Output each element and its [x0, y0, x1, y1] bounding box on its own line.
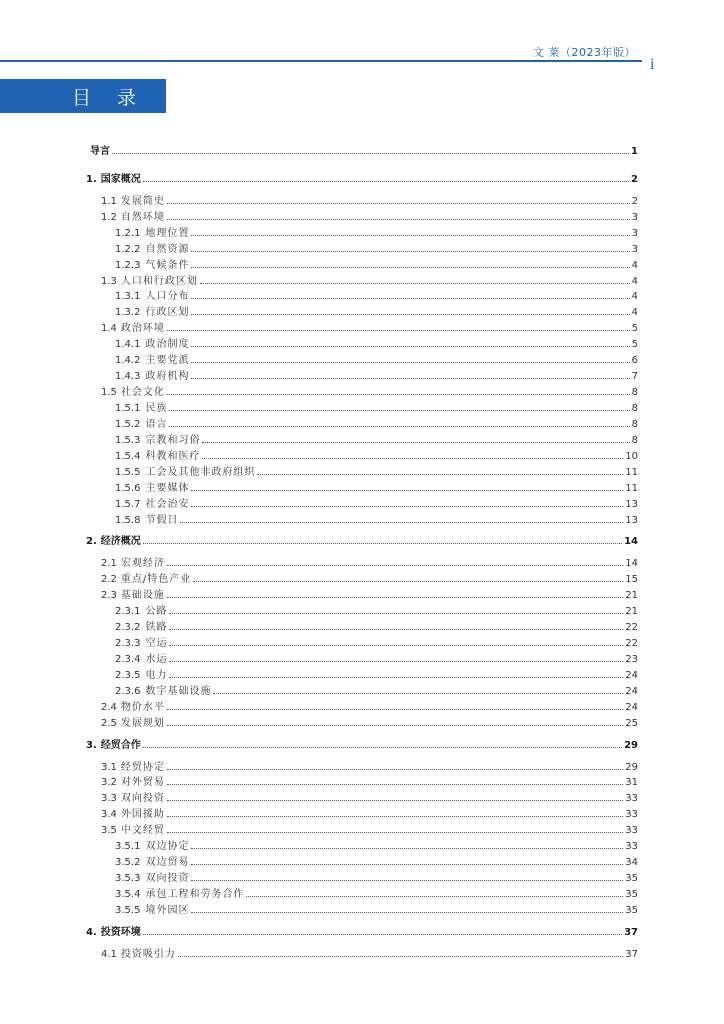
toc-entry-page: 33 — [625, 809, 638, 821]
toc-entry-label: 投资吸引力 — [120, 948, 176, 960]
toc-entry-label: 投资环境 — [100, 926, 141, 938]
toc-leader-dots — [143, 747, 622, 748]
toc-entry-number: 2.3 — [101, 590, 117, 602]
toc-entry[interactable] — [86, 772, 638, 788]
toc-entry-label: 经贸协定 — [120, 761, 165, 773]
toc-entry-page: 23 — [625, 653, 638, 665]
toc-entry-label: 行政区划 — [145, 307, 190, 319]
toc-entry-page: 14 — [624, 536, 638, 548]
toc-leader-dots — [213, 693, 623, 694]
toc-entry-label: 人口和行政区划 — [120, 275, 198, 287]
toc-entry[interactable] — [86, 681, 638, 697]
toc-entry[interactable] — [86, 366, 638, 382]
toc-entry-label: 主要党派 — [145, 355, 190, 367]
toc-leader-dots — [167, 784, 623, 785]
toc-entry-number: 3.3 — [101, 793, 117, 805]
toc-entry-number: 2.3.1 — [115, 606, 141, 618]
toc-entry-number: 3.5.4 — [115, 888, 141, 900]
toc-entry[interactable] — [86, 633, 638, 649]
toc-leader-dots — [167, 394, 630, 395]
toc-entry-label: 数字基础设施 — [145, 685, 212, 697]
toc-entry[interactable] — [86, 430, 638, 446]
toc-leader-dots — [169, 645, 623, 646]
toc-entry-label: 双边协定 — [145, 841, 190, 853]
toc-entry-page: 2 — [631, 173, 638, 185]
toc-entry[interactable] — [86, 601, 638, 617]
toc-leader-dots — [143, 181, 629, 182]
toc-entry[interactable] — [86, 510, 638, 526]
toc-entry-number: 1.5 — [101, 387, 117, 398]
toc-entry[interactable] — [86, 944, 638, 960]
toc-entry[interactable] — [86, 446, 638, 462]
toc-entry[interactable] — [86, 350, 638, 366]
toc-entry-number: 1.5.6 — [115, 482, 141, 494]
toc-entry[interactable] — [86, 271, 638, 287]
toc-entry-page: 24 — [625, 685, 638, 697]
toc-entry-number: 2.3.5 — [115, 669, 141, 681]
toc-entry[interactable] — [86, 414, 638, 430]
toc-entry-number: 1.5.3 — [115, 434, 141, 446]
toc-leader-dots — [167, 565, 623, 566]
toc-leader-dots — [191, 490, 623, 491]
toc-leader-dots — [191, 362, 629, 363]
toc-entry[interactable] — [86, 804, 638, 820]
toc-leader-dots — [180, 522, 623, 523]
toc-entry-page: 1 — [631, 146, 638, 157]
toc-entry-number: 2.1 — [101, 558, 117, 570]
toc-entry-number: 3.5.2 — [115, 857, 141, 869]
toc-entry[interactable] — [86, 239, 638, 255]
toc-entry-page: 11 — [625, 466, 638, 478]
toc-entry-page: 3 — [631, 211, 638, 223]
toc-entry[interactable] — [86, 207, 638, 223]
toc-entry-page: 33 — [625, 841, 638, 853]
toc-leader-dots — [169, 426, 629, 427]
toc-leader-dots — [167, 816, 623, 817]
toc-entry-number: 3. — [86, 739, 97, 751]
toc-entry[interactable] — [86, 462, 638, 478]
toc-entry-page: 5 — [631, 339, 638, 351]
toc-entry-page: 8 — [631, 387, 638, 398]
toc-entry[interactable] — [86, 852, 638, 868]
toc-entry-label: 外国援助 — [120, 809, 165, 821]
toc-entry-page: 3 — [631, 227, 638, 239]
toc-entry-number: 1.2.2 — [115, 243, 141, 255]
toc-entry-page: 29 — [625, 761, 638, 773]
toc-entry-page: 4 — [631, 291, 638, 303]
toc-entry-label: 发展简史 — [120, 195, 165, 207]
toc-entry-page: 15 — [625, 574, 638, 586]
toc-entry[interactable] — [86, 286, 638, 302]
toc-entry-number: 2.5 — [101, 717, 117, 729]
toc-entry[interactable] — [86, 665, 638, 681]
header-rule — [0, 60, 642, 62]
toc-entry-label: 双向投资 — [120, 793, 165, 805]
toc-entry-page: 4 — [631, 259, 638, 271]
toc-entry-page: 4 — [631, 307, 638, 319]
toc-leader-dots — [167, 203, 630, 204]
toc-entry-number: 1.5.4 — [115, 450, 141, 462]
toc-entry-label: 铁路 — [145, 622, 168, 633]
toc-entry-page: 7 — [631, 371, 638, 383]
toc-entry-page: 8 — [631, 403, 638, 414]
toc-entry[interactable] — [86, 169, 638, 185]
toc-entry[interactable] — [86, 478, 638, 494]
toc-entry-number: 1.4.1 — [115, 339, 141, 351]
toc-entry[interactable] — [86, 223, 638, 239]
toc-entry-number: 1.1 — [101, 195, 117, 207]
toc-entry-page: 21 — [625, 606, 638, 618]
toc-entry-label: 承包工程和劳务合作 — [145, 888, 245, 900]
toc-entry[interactable] — [86, 617, 638, 633]
toc-entry[interactable] — [86, 713, 638, 729]
toc-entry[interactable] — [86, 398, 638, 414]
toc-entry-number: 1.4 — [101, 323, 117, 335]
toc-leader-dots — [167, 725, 623, 726]
toc-entry-number: 1.5.8 — [115, 514, 141, 526]
toc-entry[interactable] — [86, 697, 638, 713]
toc-entry-number: 3.1 — [101, 761, 117, 773]
toc-entry-page: 24 — [625, 701, 638, 713]
toc-entry-label: 双向投资 — [145, 873, 190, 884]
toc-entry-page: 3 — [631, 243, 638, 255]
toc-entry[interactable] — [86, 318, 638, 334]
toc-entry-page: 24 — [625, 669, 638, 681]
toc-entry-page: 13 — [625, 498, 638, 510]
toc-entry-number: 1.2.3 — [115, 259, 141, 271]
toc-leader-dots — [191, 864, 623, 865]
toc-entry[interactable] — [86, 735, 638, 751]
toc-leader-dots — [191, 267, 629, 268]
toc-entry-number: 2.3.2 — [115, 622, 141, 633]
toc-entry[interactable] — [86, 531, 638, 547]
toc-leader-dots — [191, 298, 629, 299]
toc-entry-page: 25 — [625, 717, 638, 729]
toc-leader-dots — [167, 597, 623, 598]
toc-entry-label: 主要媒体 — [145, 482, 190, 494]
toc-leader-dots — [169, 677, 623, 678]
toc-entry-label: 气候条件 — [145, 259, 190, 271]
toc-leader-dots — [143, 543, 622, 544]
toc-entry-page: 10 — [625, 450, 638, 462]
toc-entry-label: 节假日 — [145, 514, 179, 526]
toc-entry-label: 人口分布 — [145, 291, 190, 303]
toc-entry-label: 自然资源 — [145, 243, 190, 255]
toc-entry-page: 22 — [625, 622, 638, 633]
toc-entry-page: 33 — [625, 793, 638, 805]
toc-entry[interactable] — [86, 334, 638, 350]
toc-entry-label: 经贸合作 — [100, 739, 141, 751]
toc-entry-number: 1.5.2 — [115, 418, 141, 430]
page-number: i — [650, 56, 655, 73]
toc-entry[interactable] — [86, 884, 638, 900]
toc-entry-page: 13 — [625, 514, 638, 526]
toc-entry-number: 2.3.4 — [115, 653, 141, 665]
toc-entry-number: 3.5.5 — [115, 904, 141, 916]
toc-entry[interactable] — [86, 900, 638, 916]
toc-entry-number: 3.5.1 — [115, 841, 141, 853]
toc-entry-label: 境外园区 — [145, 904, 190, 916]
title-band — [0, 79, 166, 113]
toc-leader-dots — [167, 769, 623, 770]
toc-entry-page: 33 — [625, 825, 638, 837]
toc-leader-dots — [167, 709, 623, 710]
toc-entry-number: 4.1 — [101, 948, 117, 960]
toc-leader-dots — [178, 956, 623, 957]
toc-entry-label: 地理位置 — [145, 227, 190, 239]
toc-entry-number: 3.5.3 — [115, 873, 141, 884]
toc-leader-dots — [202, 442, 629, 443]
toc-entry-label: 水运 — [145, 653, 168, 665]
toc-entry-number: 2.4 — [101, 701, 117, 713]
toc-entry-page: 8 — [631, 418, 638, 430]
toc-entry[interactable] — [86, 302, 638, 318]
toc-entry-number: 4. — [86, 926, 97, 938]
toc-entry-number: 1.2 — [101, 211, 117, 223]
toc-entry-label: 基础设施 — [120, 590, 165, 602]
toc-entry-label: 发展规划 — [120, 717, 165, 729]
toc-entry[interactable] — [86, 757, 638, 773]
toc-entry-label: 电力 — [145, 669, 168, 681]
toc-leader-dots — [191, 506, 623, 507]
toc-leader-dots — [202, 458, 623, 459]
toc-entry[interactable] — [86, 585, 638, 601]
toc-entry-page: 2 — [631, 195, 638, 207]
toc-entry-page: 29 — [624, 739, 638, 751]
toc-entry-page: 37 — [624, 926, 638, 938]
toc-entry-number: 2.3.3 — [115, 638, 141, 649]
toc-leader-dots — [169, 613, 623, 614]
toc-leader-dots — [191, 346, 629, 347]
toc-entry-label: 公路 — [145, 606, 168, 618]
toc-entry[interactable] — [86, 494, 638, 510]
toc-leader-dots — [167, 832, 623, 833]
toc-entry-page: 31 — [625, 777, 638, 789]
toc-entry-page: 35 — [625, 904, 638, 916]
toc-leader-dots — [191, 848, 623, 849]
toc-entry[interactable] — [86, 382, 638, 398]
toc-entry-label: 政治环境 — [120, 323, 165, 335]
toc-entry-label: 工会及其他非政府组织 — [145, 466, 256, 478]
toc-entry-number: 1.4.3 — [115, 371, 141, 383]
toc-entry-page: 37 — [625, 948, 638, 960]
toc-leader-dots — [191, 912, 623, 913]
toc-entry-label: 政府机构 — [145, 371, 190, 383]
toc-entry-page: 4 — [631, 275, 638, 287]
toc-entry-label: 导言 — [90, 146, 110, 157]
toc-entry-number: 1.3 — [101, 275, 117, 287]
toc-entry-number: 1.5.5 — [115, 466, 141, 478]
running-header: 文 莱（2023年版） — [533, 46, 636, 59]
toc-leader-dots — [191, 235, 629, 236]
toc-entry-label: 物价水平 — [120, 701, 165, 713]
toc-entry-number: 2.3.6 — [115, 685, 141, 697]
toc-entry-number: 3.2 — [101, 777, 117, 789]
toc-entry[interactable] — [86, 255, 638, 271]
toc-entry-number: 1.4.2 — [115, 355, 141, 367]
toc-entry[interactable] — [86, 569, 638, 585]
toc-entry-page: 21 — [625, 590, 638, 602]
toc-entry[interactable] — [86, 836, 638, 852]
toc-leader-dots — [169, 410, 629, 411]
toc-leader-dots — [191, 378, 629, 379]
toc-leader-dots — [191, 880, 623, 881]
toc-entry-page: 5 — [631, 323, 638, 335]
toc-leader-dots — [143, 934, 622, 935]
toc-entry-page: 8 — [631, 434, 638, 446]
toc-leader-dots — [257, 474, 623, 475]
toc-entry-label: 政治制度 — [145, 339, 190, 351]
toc-entry-label: 宗教和习俗 — [145, 434, 201, 446]
toc-entry-number: 2.2 — [101, 574, 117, 586]
toc-entry-label: 中文经贸 — [120, 825, 165, 837]
toc-entry-page: 34 — [625, 857, 638, 869]
toc-entry-number: 1.2.1 — [115, 227, 141, 239]
toc-leader-dots — [167, 219, 630, 220]
toc-leader-dots — [193, 581, 623, 582]
toc-leader-dots — [167, 330, 630, 331]
page-title: 目 录 — [72, 87, 147, 109]
toc-entry-label: 社会治安 — [145, 498, 190, 510]
toc-leader-dots — [246, 896, 623, 897]
toc-entry-number: 2. — [86, 536, 97, 548]
toc-entry-number: 3.5 — [101, 825, 117, 837]
toc-entry-page: 35 — [625, 888, 638, 900]
toc-entry-number: 1.3.2 — [115, 307, 141, 319]
toc-entry-label: 重点/特色产业 — [120, 574, 192, 586]
toc-entry-label: 对外贸易 — [120, 777, 165, 789]
toc-entry-label: 自然环境 — [120, 211, 165, 223]
toc-entry[interactable] — [86, 649, 638, 665]
toc-entry-page: 35 — [625, 873, 638, 884]
toc-entry-label: 双边贸易 — [145, 857, 190, 869]
toc-entry-number: 1.3.1 — [115, 291, 141, 303]
toc-entry-label: 民族 — [145, 403, 168, 414]
toc-entry[interactable] — [86, 922, 638, 938]
toc-entry[interactable] — [86, 820, 638, 836]
toc-leader-dots — [191, 314, 629, 315]
toc-entry-label: 社会文化 — [120, 387, 165, 398]
toc-entry-number: 1.5.1 — [115, 403, 141, 414]
toc-leader-dots — [169, 661, 623, 662]
toc-entry-page: 22 — [625, 638, 638, 649]
toc-entry-page: 14 — [625, 558, 638, 570]
toc-entry[interactable] — [86, 788, 638, 804]
toc-leader-dots — [167, 800, 623, 801]
toc-leader-dots — [191, 251, 629, 252]
toc-entry-label: 经济概况 — [100, 536, 141, 548]
toc-entry-page: 6 — [631, 355, 638, 367]
toc-entry[interactable] — [86, 191, 638, 207]
toc-entry-label: 空运 — [145, 638, 168, 649]
toc-entry[interactable] — [86, 141, 638, 157]
toc-entry-label: 科教和医疗 — [145, 450, 201, 462]
toc-entry-number: 3.4 — [101, 809, 117, 821]
toc-entry-number: 1.5.7 — [115, 498, 141, 510]
toc-entry-label: 国家概况 — [100, 173, 141, 185]
toc-entry[interactable] — [86, 868, 638, 884]
toc-entry-number: 1. — [86, 173, 97, 185]
toc-entry-page: 11 — [625, 482, 638, 494]
toc-entry-label: 语言 — [145, 418, 168, 430]
toc-entry[interactable] — [86, 553, 638, 569]
toc-leader-dots — [169, 629, 623, 630]
toc-entry-label: 宏观经济 — [120, 558, 165, 570]
toc-leader-dots — [112, 153, 629, 154]
toc-leader-dots — [200, 283, 630, 284]
